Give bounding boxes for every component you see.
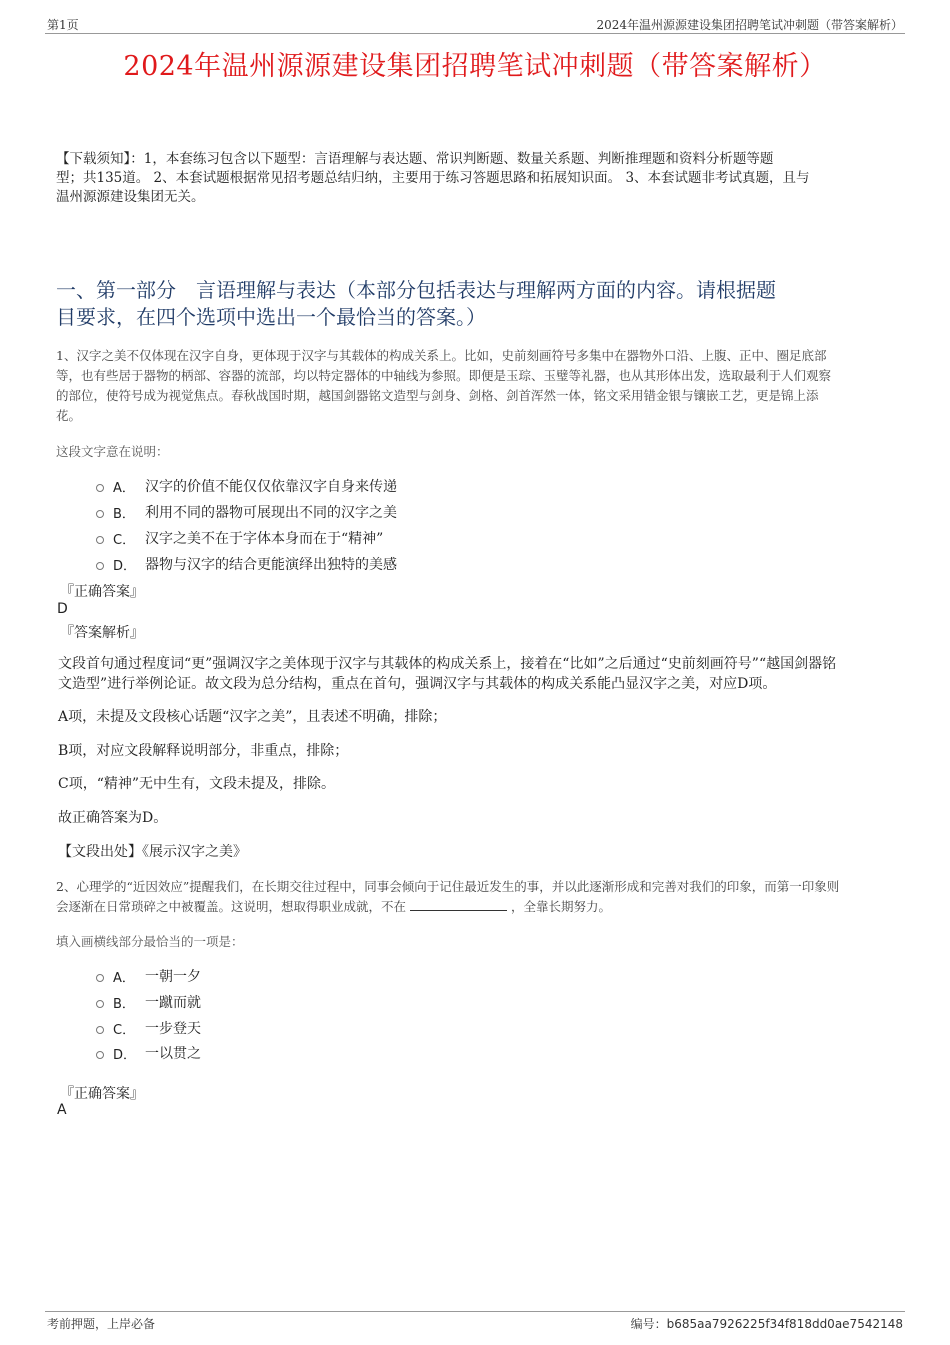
option-text: 汉字的价值不能仅仅依靠汉字自身来传递: [145, 479, 397, 495]
correct-answer: A: [57, 1102, 67, 1118]
radio-icon[interactable]: [96, 536, 104, 544]
option-letter: C．: [113, 532, 136, 548]
document-code-label: 编号：: [630, 1317, 667, 1331]
question-1-option-a[interactable]: [96, 476, 397, 496]
option-letter: B．: [113, 506, 135, 522]
radio-icon[interactable]: [96, 484, 104, 492]
option-b-note: B项，对应文段解释说明部分，非重点，排除；: [58, 743, 349, 759]
correct-answer-label: 『正确答案』: [60, 1086, 144, 1102]
page-number: 第1页: [47, 18, 79, 32]
option-letter: A．: [113, 970, 135, 986]
conclusion: 故正确答案为D。: [58, 810, 168, 826]
option-letter: B．: [113, 996, 135, 1012]
analysis-text: [58, 654, 898, 694]
question-2-passage: [56, 877, 901, 917]
question-1-passage: [56, 346, 901, 426]
document-code-value: b685aa7926225f34f818dd0ae7542148: [666, 1317, 903, 1331]
fill-blank: [410, 898, 507, 911]
passage-line: 2、心理学的“近因效应”提醒我们，在长期交往过程中，同事会倾向于记住最近发生的事，并以此逐渐形成和完善对我们的印象，而第一印象则: [56, 879, 840, 894]
download-notice: [56, 150, 901, 207]
option-text: 一蹴而就: [145, 995, 201, 1011]
footer-divider: [45, 1311, 905, 1312]
question-2-prompt: 填入画横线部分最恰当的一项是：: [56, 934, 244, 949]
option-c-note: C项，“精神”无中生有，文段未提及，排除。: [58, 776, 336, 792]
section-heading-line: 目要求，在四个选项中选出一个最恰当的答案。）: [56, 305, 486, 329]
question-2-option-a[interactable]: [96, 966, 201, 986]
radio-icon[interactable]: [96, 1051, 104, 1059]
footer-slogan: 考前押题，上岸必备: [47, 1317, 156, 1331]
question-1-option-d[interactable]: [96, 554, 397, 574]
section-heading: [56, 277, 901, 331]
document-code: [631, 1315, 903, 1332]
option-letter: D．: [113, 1047, 137, 1063]
option-text: 器物与汉字的结合更能演绎出独特的美感: [145, 557, 397, 573]
notice-line: 温州源源建设集团无关。: [56, 189, 205, 205]
header-doc-title: 2024年温州源源建设集团招聘笔试冲刺题（带答案解析）: [596, 18, 903, 32]
question-2-option-d[interactable]: [96, 1043, 201, 1063]
radio-icon[interactable]: [96, 1026, 104, 1034]
option-letter: D．: [113, 558, 137, 574]
page-title: 2024年温州源源建设集团招聘笔试冲刺题（带答案解析）: [123, 51, 827, 82]
correct-answer-label: 『正确答案』: [60, 584, 144, 600]
notice-line: 型；共135道。 2、本套试题根据常见招考题总结归纳，主要用于练习答题思路和拓展知识面。 3、本套试题非考试真题，且与: [56, 170, 810, 186]
analysis-line: 文段首句通过程度词“更”强调汉字之美体现于汉字与其载体的构成关系上，接着在“比如”之后通过“史前刻画符号”“越国剑器铭: [58, 656, 837, 672]
analysis-label: 『答案解析』: [60, 625, 144, 641]
notice-line: 【下载须知】：1，本套练习包含以下题型：言语理解与表达题、常识判断题、数量关系题、判断推理题和资料分析题等题: [56, 151, 774, 167]
option-letter: A．: [113, 480, 135, 496]
question-2-option-b[interactable]: [96, 992, 201, 1012]
passage-line: 1、汉字之美不仅体现在汉字自身，更体现于汉字与其载体的构成关系上。比如，史前刻画符号多集中在器物外口沿、上腹、正中、圈足底部: [56, 348, 827, 363]
radio-icon[interactable]: [96, 562, 104, 570]
correct-answer: D: [57, 601, 68, 617]
section-heading-line: 一、第一部分 言语理解与表达（本部分包括表达与理解两方面的内容。请根据题: [56, 278, 776, 302]
radio-icon[interactable]: [96, 510, 104, 518]
passage-line: 花。: [56, 408, 82, 423]
question-2-option-c[interactable]: [96, 1018, 201, 1038]
option-letter: C．: [113, 1022, 136, 1038]
option-text: 一步登天: [145, 1021, 201, 1037]
passage-line: [56, 897, 901, 917]
passage-text: 会逐渐在日常琐碎之中被覆盖。这说明，想取得职业成就，不在: [56, 899, 407, 914]
radio-icon[interactable]: [96, 1000, 104, 1008]
passage-line: 等，也有些居于器物的柄部、容器的流部，均以特定器体的中轴线为参照。即便是玉琮、玉璧等礼器，也从其形体出发，选取最利于人们观察: [56, 368, 832, 383]
question-1-prompt: 这段文字意在说明：: [56, 444, 169, 459]
passage-source: 【文段出处】《展示汉字之美》: [58, 844, 247, 860]
option-text: 汉字之美不在于字体本身而在于“精神”: [145, 531, 384, 547]
passage-text: ，全靠长期努力。: [511, 899, 612, 914]
header-divider: [45, 33, 905, 34]
option-text: 一以贯之: [145, 1046, 201, 1062]
option-text: 一朝一夕: [145, 969, 201, 985]
analysis-line: 文造型”进行举例论证。故文段为总分结构，重点在首句，强调汉字与其载体的构成关系能凸显汉字之美，对应D项。: [58, 676, 777, 692]
passage-line: 的部位，使符号成为视觉焦点。春秋战国时期，越国剑器铭文造型与剑身、剑格、剑首浑然一体，铭文采用错金银与镶嵌工艺，更是锦上添: [56, 388, 819, 403]
option-a-note: A项，未提及文段核心话题“汉字之美”，且表述不明确，排除；: [58, 709, 447, 725]
radio-icon[interactable]: [96, 974, 104, 982]
option-text: 利用不同的器物可展现出不同的汉字之美: [145, 505, 397, 521]
question-1-option-c[interactable]: [96, 528, 383, 548]
question-1-option-b[interactable]: [96, 502, 397, 522]
